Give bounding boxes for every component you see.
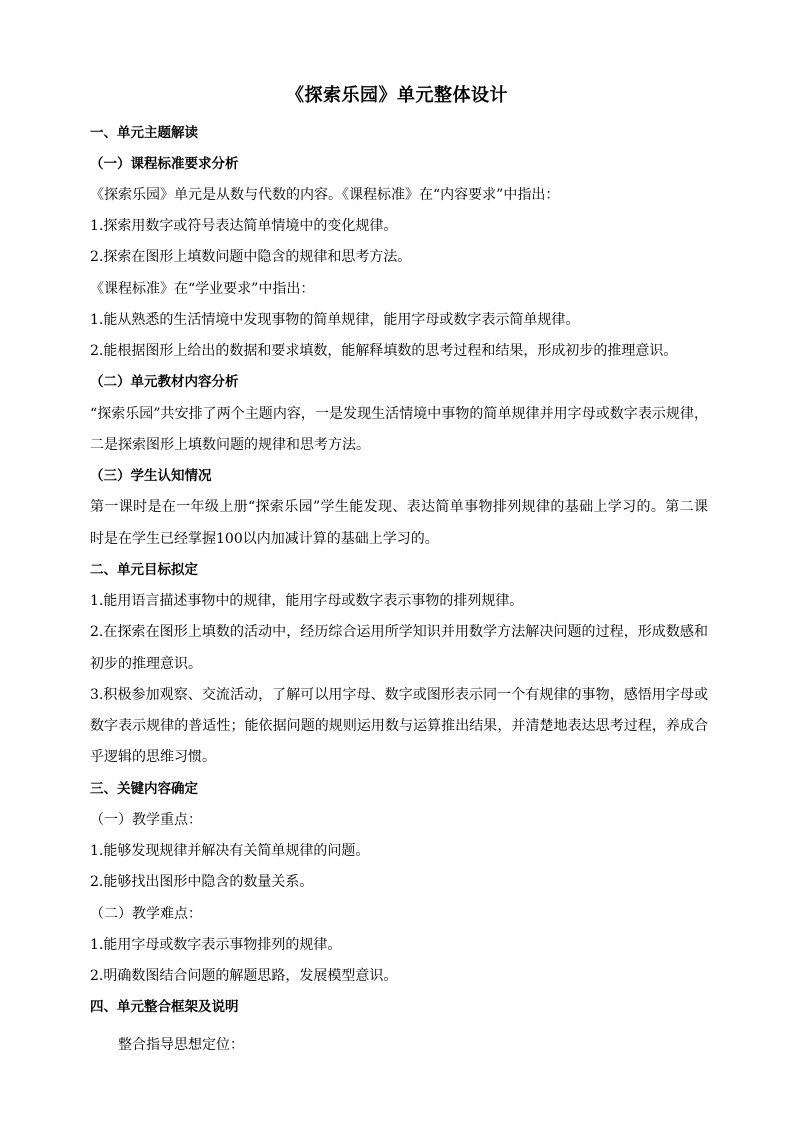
section-heading-4: 四、单元整合框架及说明 xyxy=(90,999,239,1015)
list-item: 2.探索在图形上填数问题中隐含的规律和思考方法。 xyxy=(90,249,412,265)
list-item: 2.在探索在图形上填数的活动中，经历综合运用所学知识并用数学方法解决问题的过程，形成数感和 xyxy=(90,624,708,640)
list-item-continuation: 乎逻辑的思维习惯。 xyxy=(90,749,216,765)
list-item-continuation: 初步的推理意识。 xyxy=(90,656,202,672)
list-item: 2.能根据图形上给出的数据和要求填数，能解释填数的思考过程和结果，形成初步的推理意识。 xyxy=(90,343,678,359)
subsection-heading-3-1: （一）教学重点： xyxy=(90,812,202,828)
paragraph-line: 时是在学生已经掌握100以内加减计算的基础上学习的。 xyxy=(90,531,439,547)
subsection-heading-1-2: （二）单元教材内容分析 xyxy=(90,374,239,390)
list-item: 1.能用语言描述事物中的规律，能用字母或数字表示事物的排列规律。 xyxy=(90,593,524,609)
document-title: 《探索乐园》单元整体设计 xyxy=(286,85,508,106)
list-item: 1.探索用数字或符号表达简单情境中的变化规律。 xyxy=(90,218,398,234)
subsection-heading-3-2: （二）教学难点： xyxy=(90,906,202,922)
section-heading-2: 二、单元目标拟定 xyxy=(90,562,198,578)
section-heading-3: 三、关键内容确定 xyxy=(90,781,198,797)
list-item-continuation: 数字表示规律的普适性；能依据问题的规则运用数与运算推出结果，并清楚地表达思考过程，养成合 xyxy=(90,718,708,734)
paragraph-line: 第一课时是在一年级上册“探索乐园”学生能发现、表达简单事物排列规律的基础上学习的。第二课 xyxy=(90,499,708,515)
paragraph-line: “探索乐园”共安排了两个主题内容，一是发现生活情境中事物的简单规律并用字母或数字表示规律， xyxy=(90,406,708,422)
paragraph-line: 《探索乐园》单元是从数与代数的内容。《课程标准》在“内容要求”中指出： xyxy=(90,187,560,203)
section-heading-1: 一、单元主题解读 xyxy=(90,125,198,141)
paragraph-line: 《课程标准》在“学业要求”中指出： xyxy=(90,281,315,297)
paragraph-line: 二是探索图形上填数问题的规律和思考方法。 xyxy=(90,437,370,453)
subsection-heading-1-3: （三）学生认知情况 xyxy=(90,468,212,484)
list-item: 1.能够发现规律并解决有关简单规律的问题。 xyxy=(90,843,370,859)
subsection-heading-1-1: （一）课程标准要求分析 xyxy=(90,156,239,172)
list-item: 1.能从熟悉的生活情境中发现事物的简单规律，能用字母或数字表示简单规律。 xyxy=(90,312,580,328)
list-item: 1.能用字母或数字表示事物排列的规律。 xyxy=(90,937,342,953)
list-item: 2.明确数图结合问题的解题思路，发展模型意识。 xyxy=(90,968,398,984)
paragraph-line: 整合指导思想定位： xyxy=(118,1037,244,1053)
list-item: 2.能够找出图形中隐含的数量关系。 xyxy=(90,874,314,890)
list-item: 3.积极参加观察、交流活动，了解可以用字母、数字或图形表示同一个有规律的事物，感悟用字母或 xyxy=(90,687,708,703)
